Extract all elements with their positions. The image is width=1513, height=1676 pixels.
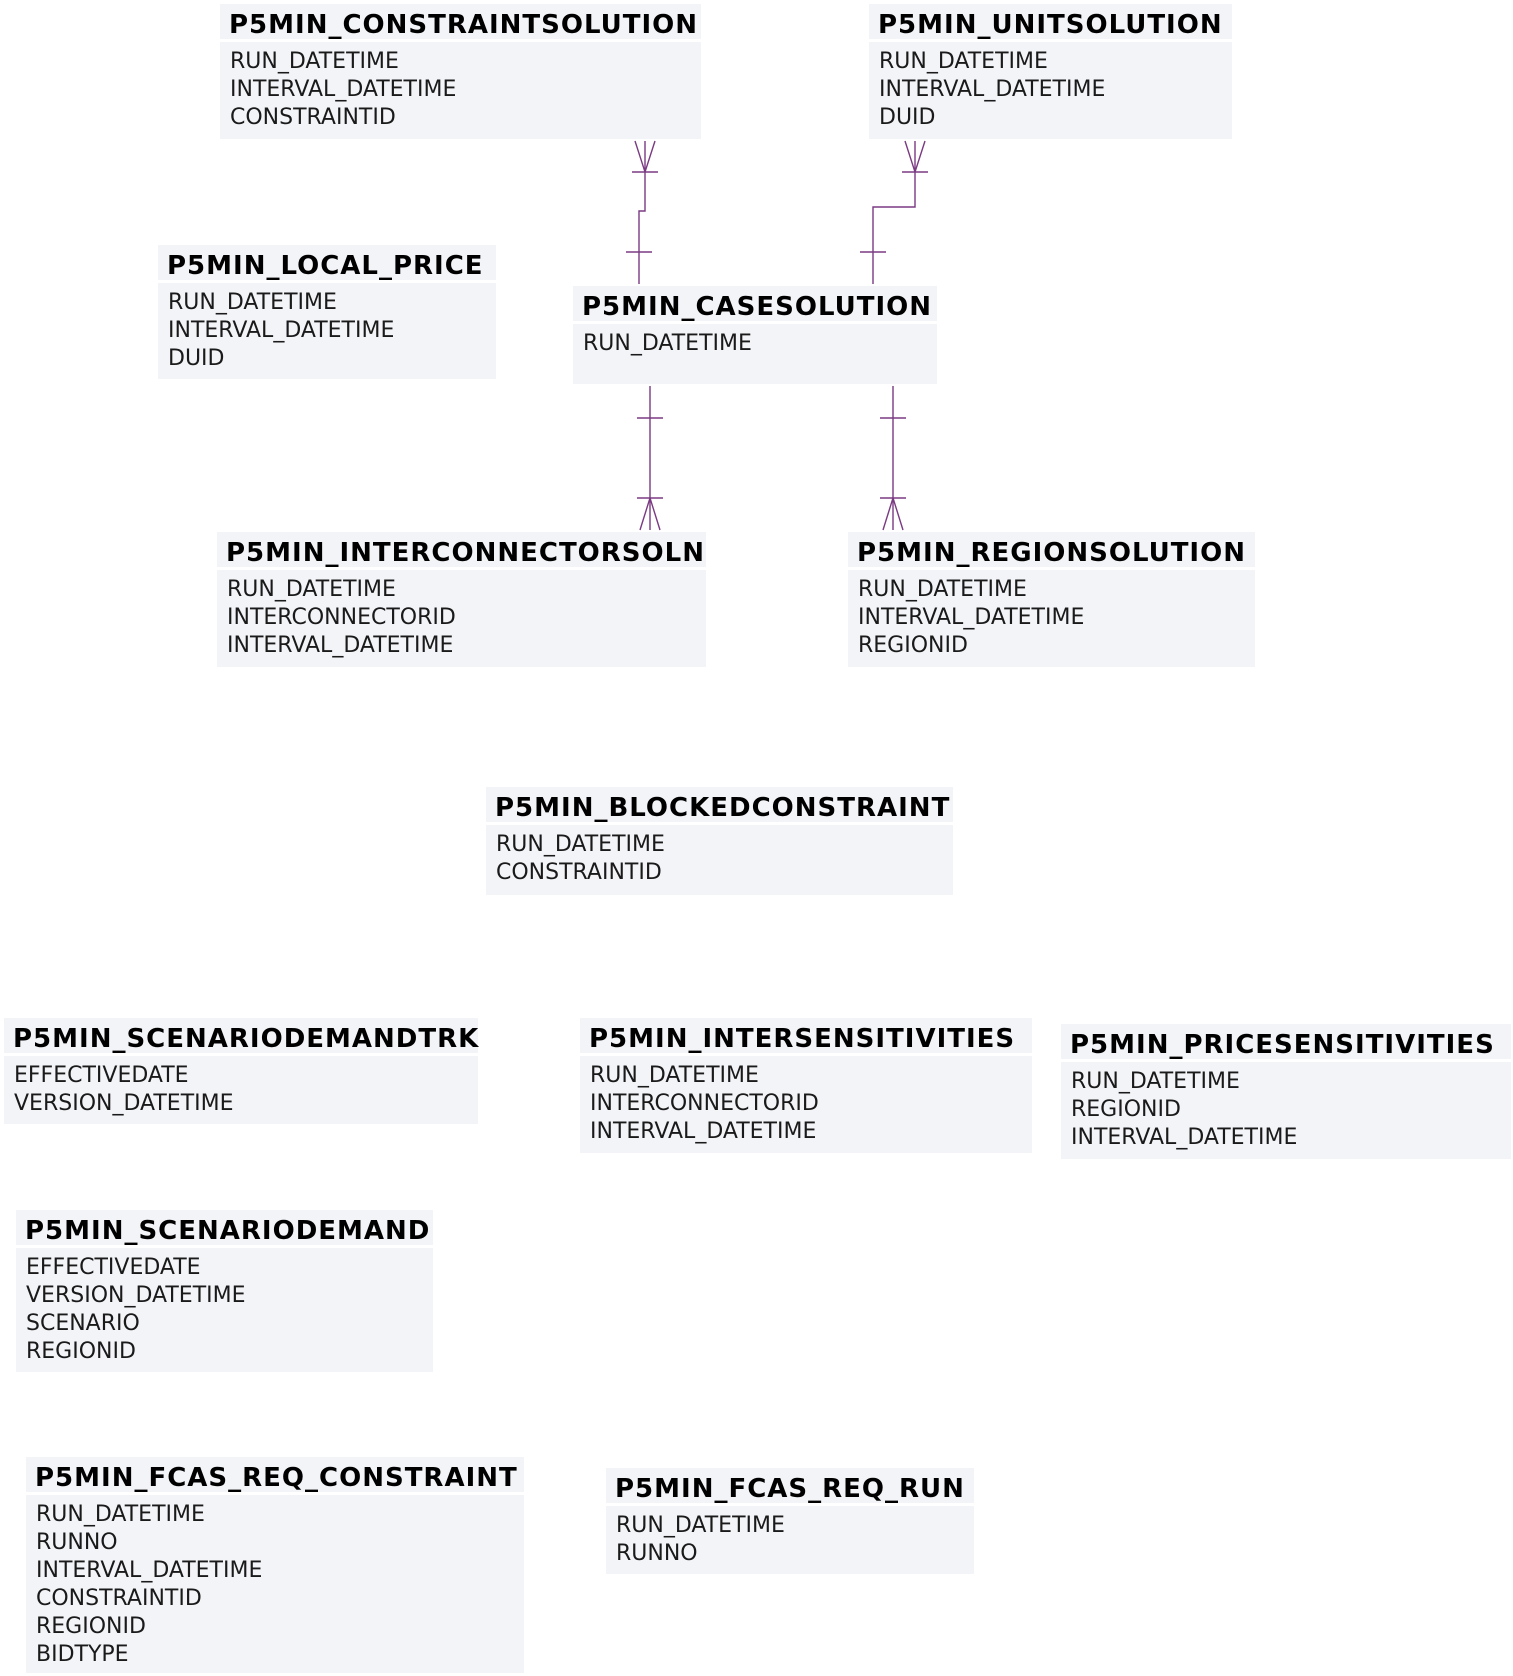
- entity-casesolution[interactable]: [573, 286, 937, 384]
- crowfoot-marker: [635, 141, 655, 172]
- relation-casesolution-constraintsolution: [626, 141, 658, 284]
- entity-field: EFFECTIVEDATE: [26, 1255, 201, 1280]
- entity-interconnectorsoln[interactable]: [217, 532, 706, 667]
- entity-field: CONSTRAINTID: [496, 860, 662, 885]
- entity-field: RUNNO: [36, 1530, 118, 1555]
- entity-field: VERSION_DATETIME: [14, 1091, 234, 1116]
- entity-pricesensitivities[interactable]: [1061, 1024, 1511, 1159]
- entity-fields: [220, 42, 701, 132]
- crowfoot-marker: [883, 498, 903, 530]
- entity-field: RUN_DATETIME: [590, 1063, 759, 1088]
- entity-field: RUN_DATETIME: [879, 49, 1048, 74]
- crowfoot-marker: [905, 141, 925, 172]
- entity-field: INTERVAL_DATETIME: [230, 77, 457, 102]
- entity-fields: [16, 1248, 433, 1366]
- entity-fields: [26, 1495, 524, 1669]
- entity-field: DUID: [879, 105, 936, 130]
- entity-fields: [1061, 1062, 1511, 1152]
- entity-field: RUN_DATETIME: [168, 290, 337, 315]
- relation-connector-line: [639, 141, 645, 284]
- entity-title: P5MIN_PRICESENSITIVITIES: [1061, 1024, 1511, 1062]
- entity-fields: [217, 570, 706, 660]
- relation-casesolution-unitsolution: [860, 141, 928, 284]
- entity-field: EFFECTIVEDATE: [14, 1063, 189, 1088]
- entity-intersensitivities[interactable]: [580, 1018, 1032, 1153]
- entity-fields: [869, 42, 1232, 132]
- relation-connector-line: [873, 141, 915, 284]
- entity-fields: [573, 324, 937, 358]
- entity-field: CONSTRAINTID: [36, 1586, 202, 1611]
- entity-field: RUN_DATETIME: [227, 577, 396, 602]
- entity-field: VERSION_DATETIME: [26, 1283, 246, 1308]
- entity-title: P5MIN_REGIONSOLUTION: [848, 532, 1255, 570]
- entity-title: P5MIN_UNITSOLUTION: [869, 4, 1232, 42]
- entity-field: RUN_DATETIME: [1071, 1069, 1240, 1094]
- entity-title: P5MIN_CONSTRAINTSOLUTION: [220, 4, 701, 42]
- entity-field: INTERVAL_DATETIME: [227, 633, 454, 658]
- entity-local-price[interactable]: [158, 245, 496, 379]
- entity-title: P5MIN_FCAS_REQ_CONSTRAINT: [26, 1457, 524, 1495]
- entity-title: P5MIN_INTERCONNECTORSOLN: [217, 532, 706, 570]
- entity-fields: [580, 1056, 1032, 1146]
- entity-field: RUN_DATETIME: [230, 49, 399, 74]
- entity-unitsolution[interactable]: [869, 4, 1232, 139]
- entity-field: RUN_DATETIME: [858, 577, 1027, 602]
- entity-fields: [4, 1056, 478, 1118]
- entity-field: INTERVAL_DATETIME: [858, 605, 1085, 630]
- entity-field: REGIONID: [858, 633, 968, 658]
- entity-field: INTERCONNECTORID: [227, 605, 456, 630]
- entity-title: P5MIN_BLOCKEDCONSTRAINT: [486, 787, 953, 825]
- entity-field: SCENARIO: [26, 1311, 140, 1336]
- entity-field: REGIONID: [36, 1614, 146, 1639]
- entity-fields: [158, 283, 496, 373]
- entity-title: P5MIN_CASESOLUTION: [573, 286, 937, 324]
- entity-title: P5MIN_LOCAL_PRICE: [158, 245, 496, 283]
- entity-fields: [848, 570, 1255, 660]
- entity-field: RUNNO: [616, 1541, 698, 1566]
- entity-field: INTERVAL_DATETIME: [590, 1119, 817, 1144]
- entity-field: INTERVAL_DATETIME: [1071, 1125, 1298, 1150]
- entity-field: RUN_DATETIME: [583, 331, 752, 356]
- entity-field: DUID: [168, 346, 225, 371]
- entity-title: P5MIN_SCENARIODEMANDTRK: [4, 1018, 478, 1056]
- entity-fields: [606, 1506, 974, 1568]
- entity-constraintsolution[interactable]: [220, 4, 701, 139]
- entity-fcas-req-constraint[interactable]: [26, 1457, 524, 1673]
- entity-field: RUN_DATETIME: [496, 832, 665, 857]
- entity-title: P5MIN_FCAS_REQ_RUN: [606, 1468, 974, 1506]
- relation-casesolution-interconnectorsoln: [637, 386, 663, 530]
- entity-field: INTERVAL_DATETIME: [36, 1558, 263, 1583]
- entity-blockedconstraint[interactable]: [486, 787, 953, 895]
- entity-field: RUN_DATETIME: [616, 1513, 785, 1538]
- relation-casesolution-regionsolution: [880, 386, 906, 530]
- entity-field: INTERCONNECTORID: [590, 1091, 819, 1116]
- entity-fcas-req-run[interactable]: [606, 1468, 974, 1574]
- entity-title: P5MIN_INTERSENSITIVITIES: [580, 1018, 1032, 1056]
- entity-field: BIDTYPE: [36, 1642, 129, 1667]
- entity-field: CONSTRAINTID: [230, 105, 396, 130]
- crowfoot-marker: [640, 498, 660, 530]
- entity-field: REGIONID: [1071, 1097, 1181, 1122]
- entity-regionsolution[interactable]: [848, 532, 1255, 667]
- entity-field: RUN_DATETIME: [36, 1502, 205, 1527]
- entity-title: P5MIN_SCENARIODEMAND: [16, 1210, 433, 1248]
- entity-scenariodemandtrk[interactable]: [4, 1018, 478, 1124]
- entity-field: REGIONID: [26, 1339, 136, 1364]
- entity-fields: [486, 825, 953, 887]
- entity-scenariodemand[interactable]: [16, 1210, 433, 1372]
- entity-field: INTERVAL_DATETIME: [168, 318, 395, 343]
- entity-field: INTERVAL_DATETIME: [879, 77, 1106, 102]
